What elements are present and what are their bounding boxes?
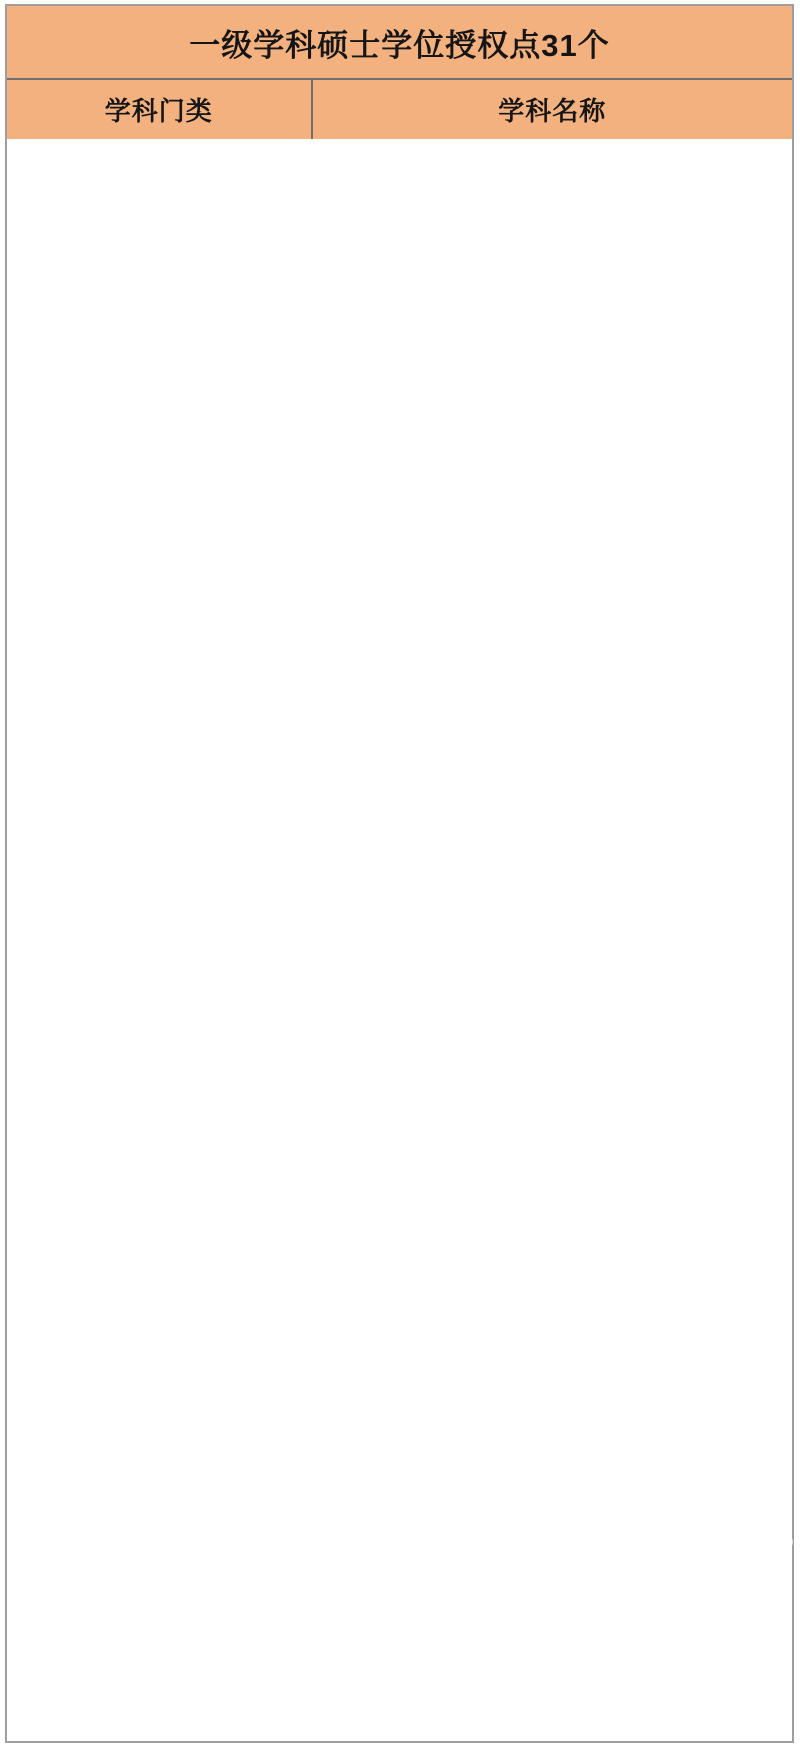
table-title-row	[7, 6, 792, 79]
column-header-name: 学科名称	[312, 79, 792, 139]
table-header-row	[7, 79, 792, 139]
degree-authorization-table	[7, 6, 792, 1741]
degree-table-border	[5, 4, 794, 1743]
table-title: 一级学科硕士学位授权点31个	[7, 6, 792, 79]
column-header-category: 学科门类	[7, 79, 312, 139]
table-body	[7, 139, 792, 1741]
